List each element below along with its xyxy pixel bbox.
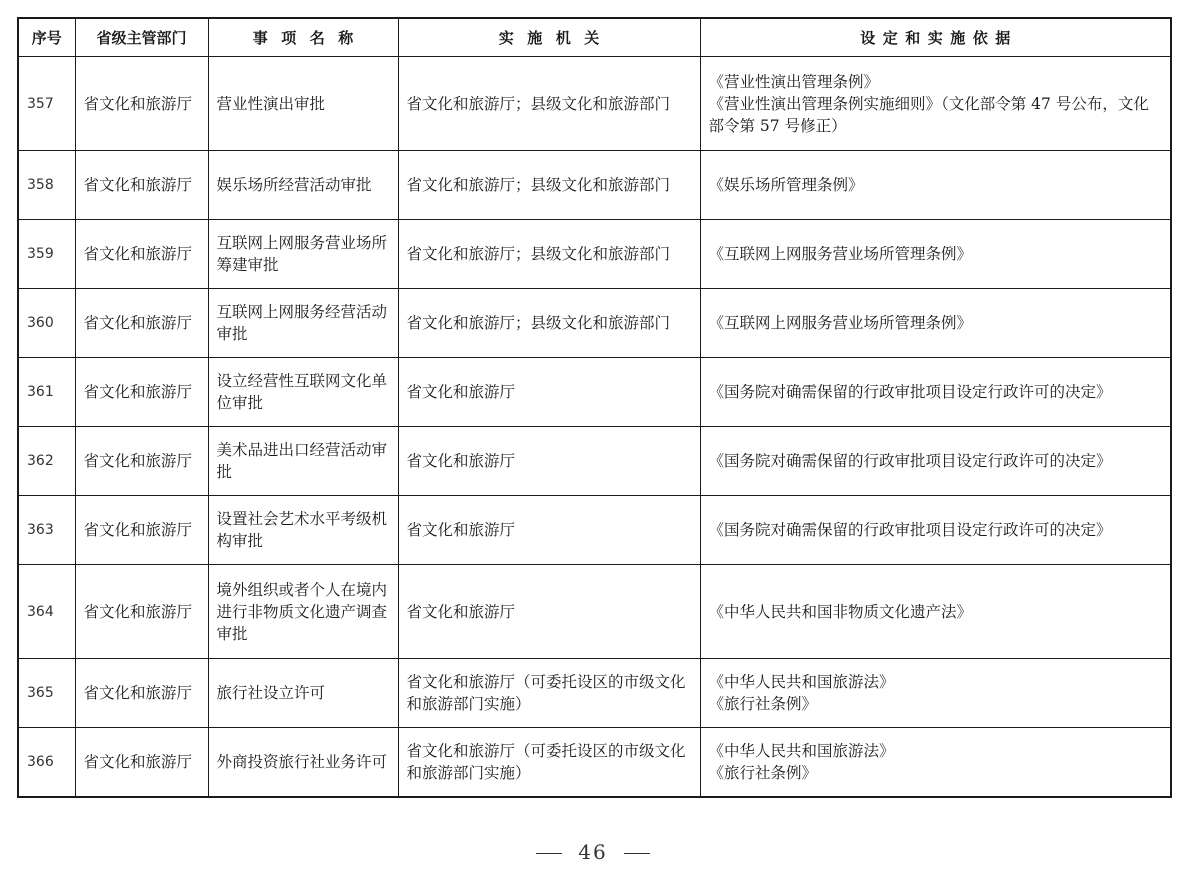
row-item-name: 互联网上网服务经营活动审批 <box>208 289 398 358</box>
basis-line: 《中华人民共和国旅游法》 <box>708 673 895 691</box>
row-item-name: 营业性演出审批 <box>208 57 398 151</box>
header-legal-basis: 设定和实施依据 <box>700 18 1171 57</box>
row-agency: 省文化和旅游厅 <box>398 565 700 659</box>
header-provincial-department: 省级主管部门 <box>75 18 208 57</box>
footer-dash-left <box>536 853 562 854</box>
row-legal-basis <box>700 358 1171 427</box>
table-header-row <box>18 18 1171 57</box>
basis-line: 《旅行社条例》 <box>708 764 818 782</box>
row-legal-basis <box>700 289 1171 358</box>
row-agency: 省文化和旅游厅；县级文化和旅游部门 <box>398 220 700 289</box>
table-row <box>18 496 1171 565</box>
row-item-name: 美术品进出口经营活动审批 <box>208 427 398 496</box>
basis-line: 《互联网上网服务营业场所管理条例》 <box>708 245 973 263</box>
row-serial-number: 358 <box>18 151 75 220</box>
basis-line: 《中华人民共和国旅游法》 <box>708 742 895 760</box>
approval-items-table <box>17 17 1172 798</box>
basis-line: 《互联网上网服务营业场所管理条例》 <box>708 314 973 332</box>
row-serial-number: 360 <box>18 289 75 358</box>
row-agency: 省文化和旅游厅 <box>398 358 700 427</box>
row-serial-number: 365 <box>18 659 75 728</box>
row-department: 省文化和旅游厅 <box>75 496 208 565</box>
page-footer <box>0 840 1186 864</box>
table-row <box>18 659 1171 728</box>
row-item-name: 外商投资旅行社业务许可 <box>208 728 398 798</box>
row-agency: 省文化和旅游厅（可委托设区的市级文化和旅游部门实施） <box>398 659 700 728</box>
header-serial-number: 序号 <box>18 18 75 57</box>
row-agency: 省文化和旅游厅 <box>398 496 700 565</box>
row-legal-basis <box>700 57 1171 151</box>
row-serial-number: 364 <box>18 565 75 659</box>
header-implementing-agency: 实施机关 <box>398 18 700 57</box>
table-row <box>18 358 1171 427</box>
footer-dash-right <box>624 853 650 854</box>
page-number: 46 <box>578 840 608 864</box>
table-row <box>18 565 1171 659</box>
row-department: 省文化和旅游厅 <box>75 57 208 151</box>
table-row <box>18 427 1171 496</box>
row-item-name: 娱乐场所经营活动审批 <box>208 151 398 220</box>
basis-line: 《娱乐场所管理条例》 <box>708 176 864 194</box>
basis-line: 《旅行社条例》 <box>708 695 818 713</box>
row-legal-basis <box>700 220 1171 289</box>
table-row <box>18 728 1171 798</box>
table-row <box>18 220 1171 289</box>
row-legal-basis <box>700 151 1171 220</box>
row-legal-basis <box>700 496 1171 565</box>
row-serial-number: 357 <box>18 57 75 151</box>
table-row <box>18 151 1171 220</box>
row-item-name: 设立经营性互联网文化单位审批 <box>208 358 398 427</box>
row-agency: 省文化和旅游厅（可委托设区的市级文化和旅游部门实施） <box>398 728 700 798</box>
row-item-name: 境外组织或者个人在境内进行非物质文化遗产调查审批 <box>208 565 398 659</box>
row-item-name: 旅行社设立许可 <box>208 659 398 728</box>
basis-line: 《国务院对确需保留的行政审批项目设定行政许可的决定》 <box>708 521 1112 539</box>
row-serial-number: 363 <box>18 496 75 565</box>
basis-line: 《营业性演出管理条例》 <box>708 72 880 91</box>
row-item-name: 设置社会艺术水平考级机构审批 <box>208 496 398 565</box>
row-legal-basis <box>700 728 1171 798</box>
row-department: 省文化和旅游厅 <box>75 289 208 358</box>
row-serial-number: 361 <box>18 358 75 427</box>
basis-line: 《国务院对确需保留的行政审批项目设定行政许可的决定》 <box>708 383 1112 401</box>
row-department: 省文化和旅游厅 <box>75 220 208 289</box>
row-agency: 省文化和旅游厅；县级文化和旅游部门 <box>398 289 700 358</box>
row-agency: 省文化和旅游厅 <box>398 427 700 496</box>
row-department: 省文化和旅游厅 <box>75 151 208 220</box>
table-row <box>18 57 1171 151</box>
row-legal-basis <box>700 427 1171 496</box>
row-serial-number: 362 <box>18 427 75 496</box>
row-legal-basis <box>700 565 1171 659</box>
row-serial-number: 359 <box>18 220 75 289</box>
row-agency: 省文化和旅游厅；县级文化和旅游部门 <box>398 57 700 151</box>
row-serial-number: 366 <box>18 728 75 798</box>
row-item-name: 互联网上网服务营业场所筹建审批 <box>208 220 398 289</box>
row-agency: 省文化和旅游厅；县级文化和旅游部门 <box>398 151 700 220</box>
header-item-name: 事项名称 <box>208 18 398 57</box>
row-department: 省文化和旅游厅 <box>75 659 208 728</box>
basis-line: 《营业性演出管理条例实施细则》（文化部令第 47 号公布，文化部令第 57 号修正） <box>708 94 1149 135</box>
row-department: 省文化和旅游厅 <box>75 427 208 496</box>
table-row <box>18 289 1171 358</box>
row-legal-basis <box>700 659 1171 728</box>
basis-line: 《中华人民共和国非物质文化遗产法》 <box>708 602 973 621</box>
basis-line: 《国务院对确需保留的行政审批项目设定行政许可的决定》 <box>708 452 1112 470</box>
row-department: 省文化和旅游厅 <box>75 728 208 798</box>
row-department: 省文化和旅游厅 <box>75 358 208 427</box>
row-department: 省文化和旅游厅 <box>75 565 208 659</box>
